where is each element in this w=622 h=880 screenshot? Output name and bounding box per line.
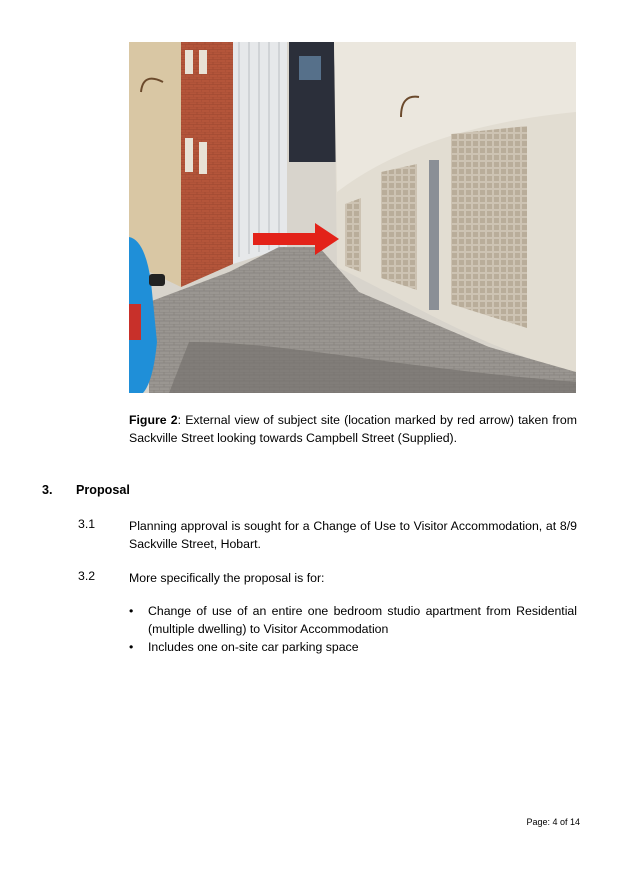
figure-caption-text: : External view of subject site (location marked by red arrow) taken from Sackville Street looking towards Campbell Street (Supplied). — [129, 413, 577, 445]
bullet-symbol: • — [129, 604, 134, 618]
item-text-3-2: More specifically the proposal is for: — [129, 571, 325, 585]
page-number: Page: 4 of 14 — [526, 817, 580, 827]
item-number-3-1: 3.1 — [78, 517, 96, 531]
list-item — [129, 638, 577, 656]
section-number: 3. — [42, 483, 53, 497]
item-number-3-2: 3.2 — [78, 569, 96, 583]
figure-label: Figure 2 — [129, 413, 178, 427]
bullet-text: Change of use of an entire one bedroom studio apartment from Residential (multiple dwelling) to Visitor Accommodation — [148, 604, 577, 636]
figure-caption — [129, 411, 577, 447]
bullet-symbol: • — [129, 640, 134, 654]
section-title: Proposal — [76, 483, 130, 497]
bullet-text: Includes one on-site car parking space — [148, 640, 359, 654]
list-item — [129, 602, 577, 638]
item-text-3-1: Planning approval is sought for a Change of Use to Visitor Accommodation, at 8/9 Sackville Street, Hobart. — [129, 519, 577, 551]
site-photo — [129, 42, 576, 393]
proposal-bullet-list — [129, 602, 577, 656]
